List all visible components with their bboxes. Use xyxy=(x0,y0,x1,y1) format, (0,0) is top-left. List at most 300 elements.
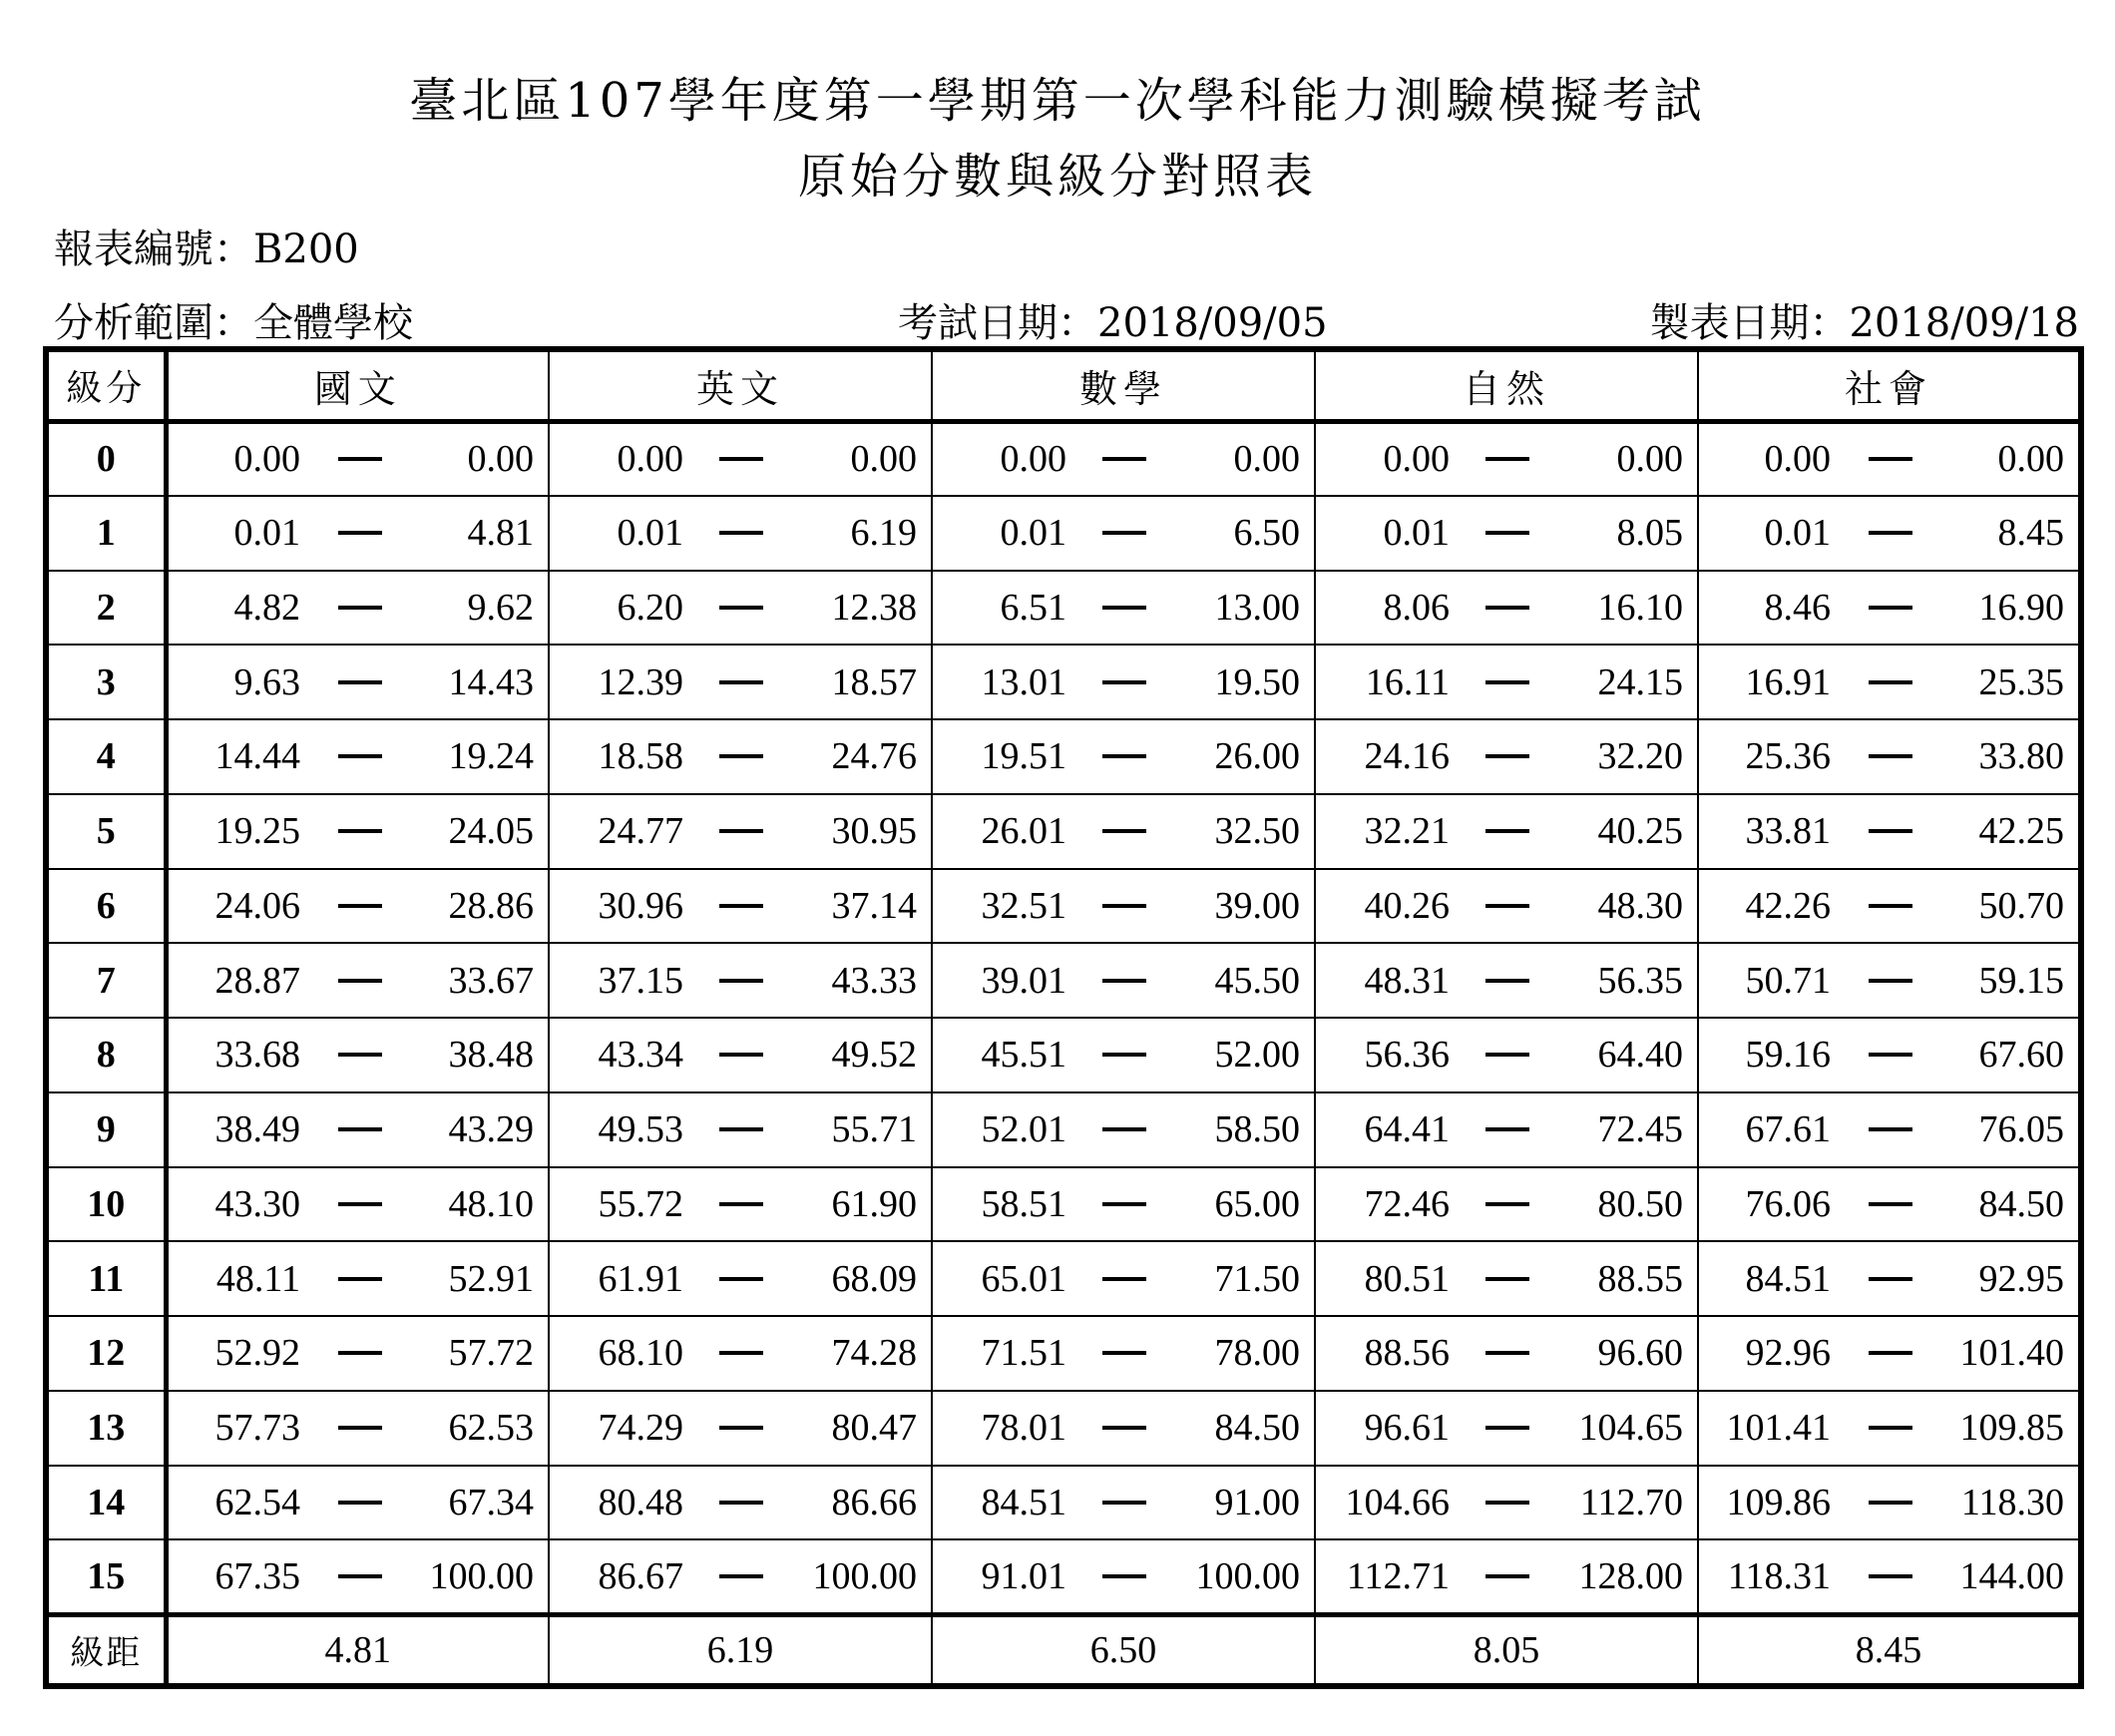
score-range-cell xyxy=(549,869,932,944)
range-dash xyxy=(1102,904,1146,908)
range-dash xyxy=(338,1053,382,1057)
range-low: 0.01 xyxy=(1000,512,1066,555)
range-dash xyxy=(1485,531,1529,535)
range-low: 19.51 xyxy=(981,735,1066,778)
range-high: 55.71 xyxy=(831,1108,917,1151)
report-id xyxy=(54,217,359,274)
level-cell: 5 xyxy=(46,794,166,869)
range-dash xyxy=(1485,754,1529,758)
range-dash xyxy=(1102,606,1146,610)
table-row xyxy=(46,1391,2081,1466)
range-high: 71.50 xyxy=(1214,1257,1300,1300)
range-low: 0.00 xyxy=(233,438,300,481)
range-high: 72.45 xyxy=(1597,1108,1683,1151)
range-dash xyxy=(1869,1053,1912,1057)
score-range-cell xyxy=(1698,1466,2081,1540)
range-high: 8.45 xyxy=(1997,512,2064,555)
score-range-cell xyxy=(166,571,549,646)
score-range-cell xyxy=(1698,645,2081,719)
score-range-cell xyxy=(166,421,549,496)
score-range-cell xyxy=(1315,794,1698,869)
range-dash xyxy=(1485,1277,1529,1281)
level-cell: 6 xyxy=(46,869,166,944)
range-low: 33.68 xyxy=(214,1034,300,1077)
range-dash xyxy=(719,1574,763,1578)
report-id-value: B200 xyxy=(253,226,359,272)
range-dash xyxy=(719,1277,763,1281)
range-low: 62.54 xyxy=(214,1481,300,1523)
range-high: 12.38 xyxy=(831,586,917,629)
score-range-cell xyxy=(1315,1466,1698,1540)
range-dash xyxy=(1102,1053,1146,1057)
range-high: 40.25 xyxy=(1597,810,1683,853)
range-dash xyxy=(1485,1501,1529,1505)
made-date-colon: ： xyxy=(1809,300,1850,346)
range-dash xyxy=(1102,531,1146,535)
range-low: 58.51 xyxy=(981,1182,1066,1225)
range-high: 118.30 xyxy=(1960,1481,2064,1523)
score-range-cell xyxy=(549,1466,932,1540)
range-low: 25.36 xyxy=(1745,735,1831,778)
score-range-cell xyxy=(1315,1539,1698,1614)
score-range-cell xyxy=(549,496,932,571)
table-row xyxy=(46,1316,2081,1391)
range-low: 12.39 xyxy=(598,660,683,703)
range-dash xyxy=(338,754,382,758)
range-dash xyxy=(338,1351,382,1355)
table-header-row xyxy=(46,349,2081,421)
range-low: 42.26 xyxy=(1745,884,1831,927)
range-dash xyxy=(1869,1351,1912,1355)
range-dash xyxy=(1102,829,1146,833)
range-low: 65.01 xyxy=(981,1257,1066,1300)
range-low: 0.00 xyxy=(617,438,683,481)
range-dash xyxy=(719,829,763,833)
table-row xyxy=(46,421,2081,496)
range-high: 76.05 xyxy=(1978,1108,2064,1151)
level-cell: 12 xyxy=(46,1316,166,1391)
range-dash xyxy=(1869,606,1912,610)
range-high: 42.25 xyxy=(1978,810,2064,853)
score-range-cell xyxy=(166,1466,549,1540)
range-low: 38.49 xyxy=(214,1108,300,1151)
range-low: 88.56 xyxy=(1364,1332,1450,1375)
range-high: 84.50 xyxy=(1214,1407,1300,1450)
score-range-cell xyxy=(549,943,932,1018)
level-cell: 15 xyxy=(46,1539,166,1614)
table-row xyxy=(46,1092,2081,1167)
range-high: 14.43 xyxy=(448,660,534,703)
range-dash xyxy=(719,1426,763,1430)
score-range-cell xyxy=(1315,719,1698,794)
range-low: 80.51 xyxy=(1364,1257,1450,1300)
level-cell: 8 xyxy=(46,1018,166,1092)
range-high: 67.34 xyxy=(448,1481,534,1523)
range-high: 80.50 xyxy=(1597,1182,1683,1225)
range-low: 0.00 xyxy=(1764,438,1831,481)
range-high: 109.85 xyxy=(1959,1407,2064,1450)
range-low: 91.01 xyxy=(981,1554,1066,1597)
table-row xyxy=(46,571,2081,646)
gap-value-english: 6.19 xyxy=(549,1614,932,1686)
score-range-cell xyxy=(932,794,1315,869)
range-low: 45.51 xyxy=(981,1034,1066,1077)
score-range-cell xyxy=(1315,496,1698,571)
range-low: 9.63 xyxy=(233,660,300,703)
score-range-cell xyxy=(932,645,1315,719)
range-high: 43.33 xyxy=(831,959,917,1002)
exam-date-colon: ： xyxy=(1058,300,1097,346)
range-high: 24.15 xyxy=(1597,660,1683,703)
range-high: 16.10 xyxy=(1597,586,1683,629)
score-range-cell xyxy=(166,1391,549,1466)
score-range-cell xyxy=(1315,421,1698,496)
range-high: 6.50 xyxy=(1233,512,1300,555)
gap-value-social: 8.45 xyxy=(1698,1614,2081,1686)
made-date-value: 2018/09/18 xyxy=(1849,300,2079,346)
score-range-cell xyxy=(1315,645,1698,719)
range-low: 52.01 xyxy=(981,1108,1066,1151)
score-range-cell xyxy=(1698,869,2081,944)
range-low: 48.31 xyxy=(1364,959,1450,1002)
score-range-cell xyxy=(549,794,932,869)
range-high: 0.00 xyxy=(850,438,917,481)
score-range-cell xyxy=(549,719,932,794)
subject-header-science: 自然 xyxy=(1315,349,1698,421)
range-dash xyxy=(1102,680,1146,684)
range-dash xyxy=(719,531,763,535)
range-high: 57.72 xyxy=(448,1332,534,1375)
range-dash xyxy=(1102,1351,1146,1355)
range-high: 26.00 xyxy=(1214,735,1300,778)
range-high: 86.66 xyxy=(831,1481,917,1523)
level-cell: 13 xyxy=(46,1391,166,1466)
range-low: 86.67 xyxy=(598,1554,683,1597)
score-range-cell xyxy=(166,943,549,1018)
range-dash xyxy=(1869,829,1912,833)
range-high: 24.76 xyxy=(831,735,917,778)
page-title: 臺北區107學年度第一學期第一次學科能力測驗模擬考試 xyxy=(409,73,1706,129)
range-high: 100.00 xyxy=(812,1554,917,1597)
score-range-cell xyxy=(1698,1316,2081,1391)
score-range-cell xyxy=(166,1241,549,1316)
range-dash xyxy=(1102,1127,1146,1131)
range-dash xyxy=(338,979,382,983)
score-conversion-table xyxy=(43,346,2084,1689)
range-low: 0.01 xyxy=(617,512,683,555)
range-dash xyxy=(719,680,763,684)
table-row xyxy=(46,1018,2081,1092)
range-low: 78.01 xyxy=(981,1407,1066,1450)
score-range-cell xyxy=(1315,943,1698,1018)
range-low: 84.51 xyxy=(981,1481,1066,1523)
range-low: 0.00 xyxy=(1000,438,1066,481)
score-range-cell xyxy=(549,1018,932,1092)
range-dash xyxy=(1102,1501,1146,1505)
score-range-cell xyxy=(932,869,1315,944)
range-low: 76.06 xyxy=(1745,1182,1831,1225)
score-range-cell xyxy=(932,1391,1315,1466)
exam-date-label: 考試日期 xyxy=(898,300,1058,346)
range-high: 65.00 xyxy=(1214,1182,1300,1225)
range-dash xyxy=(1869,754,1912,758)
range-dash xyxy=(1485,829,1529,833)
range-low: 56.36 xyxy=(1364,1034,1450,1077)
table-row xyxy=(46,869,2081,944)
range-dash xyxy=(338,1277,382,1281)
range-high: 13.00 xyxy=(1214,586,1300,629)
subject-header-english: 英文 xyxy=(549,349,932,421)
range-dash xyxy=(1485,1053,1529,1057)
range-dash xyxy=(1485,979,1529,983)
range-low: 55.72 xyxy=(598,1182,683,1225)
range-dash xyxy=(338,531,382,535)
range-high: 0.00 xyxy=(467,438,534,481)
score-range-cell xyxy=(932,1241,1315,1316)
range-low: 0.01 xyxy=(1383,512,1450,555)
range-low: 4.82 xyxy=(233,586,300,629)
score-range-cell xyxy=(932,943,1315,1018)
level-cell: 2 xyxy=(46,571,166,646)
range-high: 100.00 xyxy=(429,1554,534,1597)
score-range-cell xyxy=(166,794,549,869)
range-low: 24.06 xyxy=(214,884,300,927)
range-high: 0.00 xyxy=(1233,438,1300,481)
range-dash xyxy=(1485,1426,1529,1430)
level-cell: 1 xyxy=(46,496,166,571)
range-low: 13.01 xyxy=(981,660,1066,703)
range-low: 0.01 xyxy=(233,512,300,555)
score-range-cell xyxy=(1698,1391,2081,1466)
score-range-cell xyxy=(1315,571,1698,646)
range-dash xyxy=(1869,680,1912,684)
score-range-cell xyxy=(932,1539,1315,1614)
score-range-cell xyxy=(549,1241,932,1316)
range-high: 8.05 xyxy=(1616,512,1683,555)
level-cell: 0 xyxy=(46,421,166,496)
range-high: 62.53 xyxy=(448,1407,534,1450)
range-low: 8.06 xyxy=(1383,586,1450,629)
table-row xyxy=(46,496,2081,571)
range-low: 43.34 xyxy=(598,1034,683,1077)
range-dash xyxy=(719,1127,763,1131)
range-dash xyxy=(338,1202,382,1206)
level-cell: 14 xyxy=(46,1466,166,1540)
table-row xyxy=(46,1466,2081,1540)
range-high: 96.60 xyxy=(1597,1332,1683,1375)
range-high: 80.47 xyxy=(831,1407,917,1450)
score-range-cell xyxy=(1698,794,2081,869)
range-low: 67.61 xyxy=(1745,1108,1831,1151)
score-range-cell xyxy=(1698,1241,2081,1316)
score-range-cell xyxy=(1698,1539,2081,1614)
exam-date xyxy=(898,291,1328,348)
range-low: 67.35 xyxy=(214,1554,300,1597)
range-dash xyxy=(1485,457,1529,461)
range-high: 92.95 xyxy=(1978,1257,2064,1300)
range-high: 67.60 xyxy=(1978,1034,2064,1077)
range-low: 109.86 xyxy=(1726,1481,1831,1523)
range-dash xyxy=(1102,1277,1146,1281)
range-dash xyxy=(1485,1351,1529,1355)
subject-header-chinese: 國文 xyxy=(166,349,549,421)
score-range-cell xyxy=(549,421,932,496)
score-range-cell xyxy=(1315,869,1698,944)
range-low: 18.58 xyxy=(598,735,683,778)
range-high: 100.00 xyxy=(1195,1554,1300,1597)
range-high: 45.50 xyxy=(1214,959,1300,1002)
level-column-header: 級分 xyxy=(46,349,166,421)
score-range-cell xyxy=(1315,1092,1698,1167)
range-high: 91.00 xyxy=(1214,1481,1300,1523)
range-low: 33.81 xyxy=(1745,810,1831,853)
range-low: 24.16 xyxy=(1364,735,1450,778)
range-dash xyxy=(1102,1426,1146,1430)
range-high: 39.00 xyxy=(1214,884,1300,927)
range-high: 128.00 xyxy=(1578,1554,1683,1597)
range-dash xyxy=(1485,1127,1529,1131)
score-range-cell xyxy=(1698,496,2081,571)
range-high: 24.05 xyxy=(448,810,534,853)
table-row xyxy=(46,645,2081,719)
range-low: 101.41 xyxy=(1726,1407,1831,1450)
range-low: 6.51 xyxy=(1000,586,1066,629)
range-low: 49.53 xyxy=(598,1108,683,1151)
score-range-cell xyxy=(932,1167,1315,1242)
range-dash xyxy=(719,1202,763,1206)
range-high: 25.35 xyxy=(1978,660,2064,703)
report-id-label: 報表編號 xyxy=(54,226,213,272)
range-high: 16.90 xyxy=(1978,586,2064,629)
range-dash xyxy=(1869,979,1912,983)
scope-colon: ： xyxy=(213,300,253,346)
gap-value-math: 6.50 xyxy=(932,1614,1315,1686)
range-high: 52.91 xyxy=(448,1257,534,1300)
range-dash xyxy=(1869,1574,1912,1578)
range-low: 72.46 xyxy=(1364,1182,1450,1225)
range-dash xyxy=(1485,1202,1529,1206)
level-cell: 10 xyxy=(46,1167,166,1242)
range-high: 56.35 xyxy=(1597,959,1683,1002)
range-high: 38.48 xyxy=(448,1034,534,1077)
range-low: 118.31 xyxy=(1727,1554,1831,1597)
range-dash xyxy=(1102,1574,1146,1578)
range-low: 37.15 xyxy=(598,959,683,1002)
range-high: 64.40 xyxy=(1597,1034,1683,1077)
range-high: 19.24 xyxy=(448,735,534,778)
score-range-cell xyxy=(1315,1391,1698,1466)
scope-value: 全體學校 xyxy=(253,300,413,346)
score-range-cell xyxy=(166,1167,549,1242)
range-high: 43.29 xyxy=(448,1108,534,1151)
score-range-cell xyxy=(166,719,549,794)
score-range-cell xyxy=(166,1316,549,1391)
range-dash xyxy=(719,904,763,908)
range-low: 84.51 xyxy=(1745,1257,1831,1300)
table-row xyxy=(46,1241,2081,1316)
range-high: 144.00 xyxy=(1959,1554,2064,1597)
score-range-cell xyxy=(932,496,1315,571)
range-dash xyxy=(1102,979,1146,983)
score-range-cell xyxy=(1315,1241,1698,1316)
range-low: 57.73 xyxy=(214,1407,300,1450)
range-high: 32.20 xyxy=(1597,735,1683,778)
range-low: 8.46 xyxy=(1764,586,1831,629)
table-row xyxy=(46,943,2081,1018)
range-low: 74.29 xyxy=(598,1407,683,1450)
range-high: 32.50 xyxy=(1214,810,1300,853)
table-row xyxy=(46,1167,2081,1242)
range-low: 92.96 xyxy=(1745,1332,1831,1375)
made-date-label: 製表日期 xyxy=(1649,300,1810,346)
range-dash xyxy=(338,1127,382,1131)
range-high: 18.57 xyxy=(831,660,917,703)
range-high: 58.50 xyxy=(1214,1108,1300,1151)
exam-date-value: 2018/09/05 xyxy=(1097,300,1328,346)
score-range-cell xyxy=(932,1466,1315,1540)
range-high: 4.81 xyxy=(467,512,534,555)
range-low: 14.44 xyxy=(214,735,300,778)
score-range-cell xyxy=(549,1167,932,1242)
range-dash xyxy=(1485,1574,1529,1578)
range-high: 37.14 xyxy=(831,884,917,927)
level-cell: 3 xyxy=(46,645,166,719)
made-date xyxy=(1649,291,2079,348)
range-low: 112.71 xyxy=(1346,1554,1450,1597)
range-dash xyxy=(1869,1426,1912,1430)
range-high: 9.62 xyxy=(467,586,534,629)
range-high: 84.50 xyxy=(1978,1182,2064,1225)
score-range-cell xyxy=(932,1092,1315,1167)
range-dash xyxy=(719,1501,763,1505)
score-range-cell xyxy=(166,869,549,944)
score-range-cell xyxy=(1698,719,2081,794)
range-high: 28.86 xyxy=(448,884,534,927)
level-cell: 11 xyxy=(46,1241,166,1316)
range-dash xyxy=(1869,1501,1912,1505)
score-range-cell xyxy=(932,421,1315,496)
range-dash xyxy=(719,1053,763,1057)
range-low: 0.00 xyxy=(1383,438,1450,481)
score-range-cell xyxy=(932,1316,1315,1391)
range-high: 112.70 xyxy=(1579,1481,1683,1523)
range-high: 74.28 xyxy=(831,1332,917,1375)
range-low: 80.48 xyxy=(598,1481,683,1523)
range-dash xyxy=(338,1574,382,1578)
range-dash xyxy=(719,754,763,758)
range-low: 32.21 xyxy=(1364,810,1450,853)
level-cell: 7 xyxy=(46,943,166,1018)
range-high: 59.15 xyxy=(1978,959,2064,1002)
score-range-cell xyxy=(549,1539,932,1614)
score-range-cell xyxy=(549,571,932,646)
analysis-scope xyxy=(54,291,413,348)
score-range-cell xyxy=(166,1092,549,1167)
score-range-cell xyxy=(1698,421,2081,496)
range-low: 40.26 xyxy=(1364,884,1450,927)
score-range-cell xyxy=(932,719,1315,794)
gap-row xyxy=(46,1614,2081,1686)
range-high: 48.30 xyxy=(1597,884,1683,927)
score-range-cell xyxy=(1315,1018,1698,1092)
level-cell: 4 xyxy=(46,719,166,794)
subject-header-math: 數學 xyxy=(932,349,1315,421)
range-low: 59.16 xyxy=(1745,1034,1831,1077)
range-dash xyxy=(1869,1202,1912,1206)
range-high: 104.65 xyxy=(1578,1407,1683,1450)
range-high: 0.00 xyxy=(1616,438,1683,481)
range-low: 68.10 xyxy=(598,1332,683,1375)
